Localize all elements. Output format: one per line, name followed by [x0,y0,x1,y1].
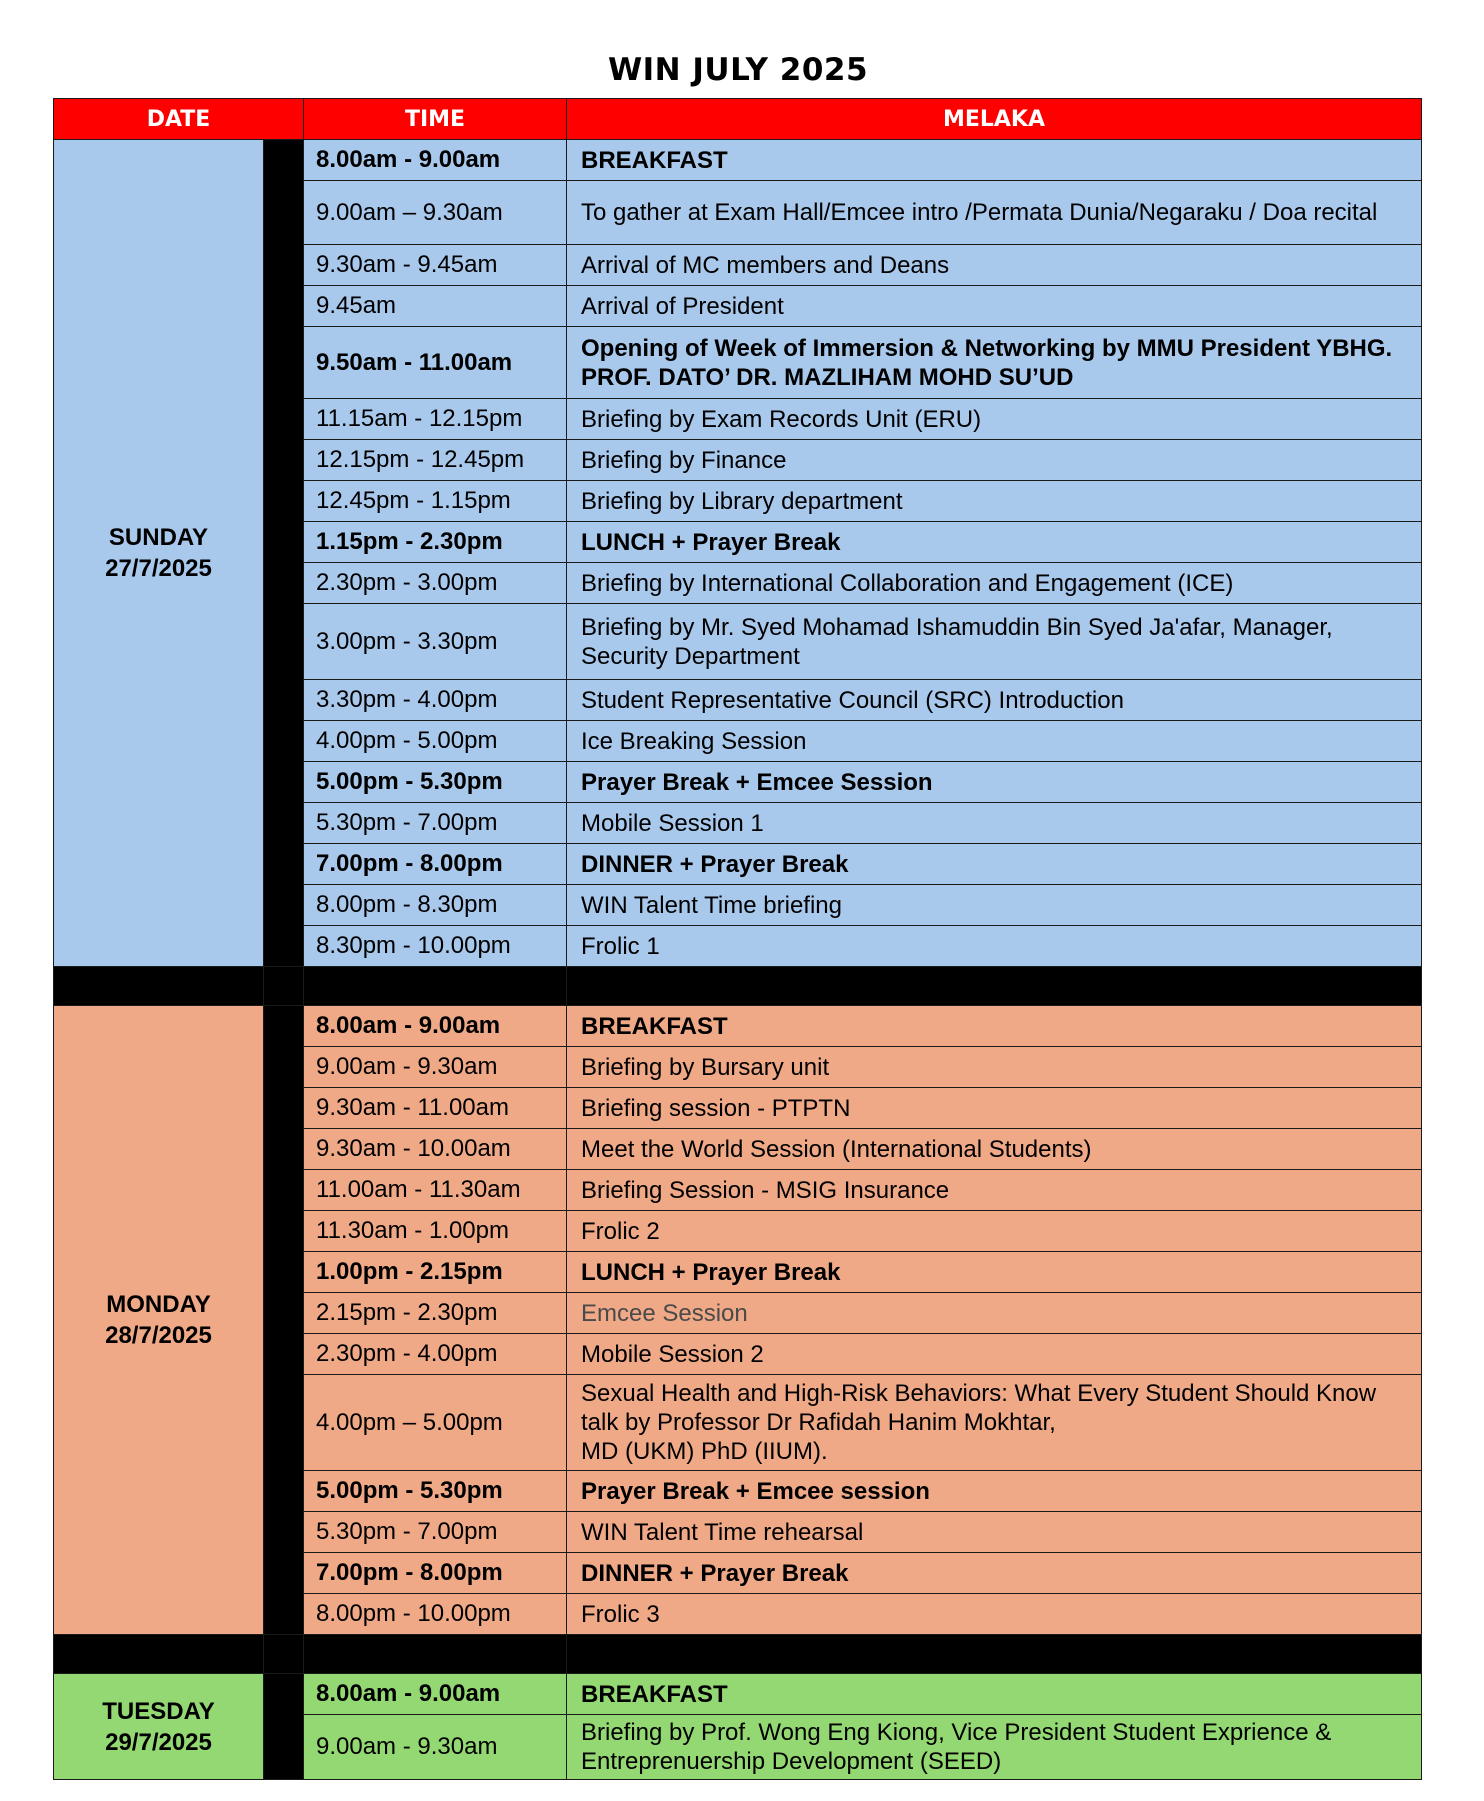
activity-cell [567,1375,1422,1471]
activity-cell [567,1252,1422,1293]
activity-text: LUNCH + Prayer Break [581,1258,841,1286]
activity-cell [567,327,1422,399]
activity-text: Mobile Session 1 [581,809,764,837]
activity-cell [567,245,1422,286]
activity-text: Emcee Session [581,1299,748,1327]
time-cell: 9.00am – 9.30am [304,181,567,245]
activity-cell [567,481,1422,522]
schedule-row [54,1006,1422,1047]
date-cell [54,1674,264,1780]
activity-cell [567,1594,1422,1635]
activity-cell [567,926,1422,967]
day-separator [54,1635,1422,1674]
separator-cell [567,967,1422,1006]
activity-text: Mobile Session 2 [581,1340,764,1368]
schedule-table [53,98,1422,1780]
activity-text: Briefing by Prof. Wong Eng Kiong, Vice President Student Exprience & Entreprenuership Development (SEED) [581,1719,1332,1775]
activity-cell [567,522,1422,563]
day-date: 29/7/2025 [105,1728,212,1756]
activity-text: Ice Breaking Session [581,727,807,755]
activity-cell [567,1471,1422,1512]
time-cell: 9.00am - 9.30am [304,1715,567,1780]
activity-cell [567,1211,1422,1252]
time-cell: 1.15pm - 2.30pm [304,522,567,563]
black-bar [264,1006,304,1635]
time-cell: 8.30pm - 10.00pm [304,926,567,967]
time-cell: 9.00am - 9.30am [304,1047,567,1088]
separator-cell [264,1635,304,1674]
day-name: TUESDAY [102,1697,215,1725]
activity-text: Briefing by Library department [581,487,903,515]
schedule-row [54,140,1422,181]
time-cell: 2.15pm - 2.30pm [304,1293,567,1334]
activity-cell [567,1170,1422,1211]
activity-text: Sexual Health and High-Risk Behaviors: What Every Student Should Know talk by Professor Dr Rafidah Hanim Mokhtar, [581,1380,1377,1436]
activity-cell [567,140,1422,181]
activity-text: Student Representative Council (SRC) Introduction [581,686,1124,714]
activity-text: Meet the World Session (International Students) [581,1135,1092,1163]
activity-cell [567,1129,1422,1170]
activity-cell [567,604,1422,680]
separator-cell [54,1635,264,1674]
time-cell: 8.00pm - 10.00pm [304,1594,567,1635]
time-cell: 9.30am - 11.00am [304,1088,567,1129]
black-bar [264,140,304,967]
activity-text: Arrival of MC members and Deans [581,251,950,279]
activity-text: Briefing by International Collaboration and Engagement (ICE) [581,569,1234,597]
activity-text: BREAKFAST [581,1680,728,1708]
activity-cell [567,680,1422,721]
separator-cell [304,1635,567,1674]
day-separator [54,967,1422,1006]
time-cell: 5.30pm - 7.00pm [304,803,567,844]
activity-cell [567,181,1422,245]
activity-text: WIN Talent Time briefing [581,891,842,919]
activity-cell [567,885,1422,926]
time-cell: 3.00pm - 3.30pm [304,604,567,680]
activity-cell [567,721,1422,762]
time-cell: 4.00pm - 5.00pm [304,721,567,762]
header-row [54,99,1422,140]
time-cell: 8.00am - 9.00am [304,1674,567,1715]
separator-cell [304,967,567,1006]
day-date: 27/7/2025 [105,555,212,582]
activity-text: BREAKFAST [581,146,728,174]
time-cell: 2.30pm - 4.00pm [304,1334,567,1375]
time-cell: 1.00pm - 2.15pm [304,1252,567,1293]
time-cell: 9.30am - 9.45am [304,245,567,286]
time-cell: 7.00pm - 8.00pm [304,1553,567,1594]
activity-text: Prayer Break + Emcee session [581,1477,930,1505]
day-date: 28/7/2025 [105,1322,212,1349]
document-title: WIN JULY 2025 [607,52,869,88]
activity-text: Frolic 1 [581,932,660,960]
activity-text: BREAKFAST [581,1012,728,1040]
schedule-body [54,140,1422,1780]
activity-text-line2: MD (UKM) PhD (IIUM). [581,1438,828,1465]
time-cell: 8.00am - 9.00am [304,140,567,181]
time-cell: 8.00pm - 8.30pm [304,885,567,926]
separator-cell [264,967,304,1006]
activity-text: WIN Talent Time rehearsal [581,1518,864,1546]
separator-cell [54,967,264,1006]
day-name: MONDAY [106,1291,211,1318]
activity-text: DINNER + Prayer Break [581,1559,849,1587]
activity-cell [567,1715,1422,1780]
activity-cell [567,1674,1422,1715]
time-cell: 2.30pm - 3.00pm [304,563,567,604]
time-cell: 11.30am - 1.00pm [304,1211,567,1252]
activity-cell [567,563,1422,604]
time-cell: 5.00pm - 5.30pm [304,1471,567,1512]
time-cell: 12.45pm - 1.15pm [304,481,567,522]
activity-cell [567,399,1422,440]
time-cell: 9.45am [304,286,567,327]
activity-text: Opening of Week of Immersion & Networking by MMU President YBHG. PROF. DATO’ DR. MAZLIHAM MOHD SU’UD [581,334,1393,391]
activity-cell [567,1006,1422,1047]
activity-text: Briefing by Finance [581,446,787,474]
activity-text: Arrival of President [581,292,784,320]
activity-text: Prayer Break + Emcee Session [581,768,933,796]
time-cell: 5.00pm - 5.30pm [304,762,567,803]
activity-text: Briefing by Bursary unit [581,1053,830,1081]
activity-text: Frolic 3 [581,1600,660,1628]
activity-text: Briefing by Exam Records Unit (ERU) [581,405,982,433]
activity-cell [567,1512,1422,1553]
activity-cell [567,1553,1422,1594]
header-date: DATE [54,99,304,140]
separator-cell [567,1635,1422,1674]
time-cell: 9.30am - 10.00am [304,1129,567,1170]
activity-cell [567,1088,1422,1129]
black-bar [264,1674,304,1780]
activity-cell [567,286,1422,327]
time-cell: 3.30pm - 4.00pm [304,680,567,721]
activity-text: DINNER + Prayer Break [581,850,849,878]
activity-cell [567,1047,1422,1088]
activity-cell [567,844,1422,885]
activity-text: Briefing by Mr. Syed Mohamad Ishamuddin Bin Syed Ja'afar, Manager, Security Department [581,613,1333,670]
time-cell: 5.30pm - 7.00pm [304,1512,567,1553]
schedule-row [54,1674,1422,1715]
activity-text: Briefing session - PTPTN [581,1094,851,1122]
activity-cell [567,762,1422,803]
activity-text: LUNCH + Prayer Break [581,528,841,556]
time-cell: 4.00pm – 5.00pm [304,1375,567,1471]
activity-text: Briefing Session - MSIG Insurance [581,1176,950,1204]
day-name: SUNDAY [108,524,209,551]
time-cell: 11.15am - 12.15pm [304,399,567,440]
time-cell: 8.00am - 9.00am [304,1006,567,1047]
date-cell [54,140,264,967]
activity-cell [567,803,1422,844]
header-location: MELAKA [567,99,1422,140]
activity-text: To gather at Exam Hall/Emcee intro /Permata Dunia/Negaraku / Doa recital [581,199,1378,226]
time-cell: 12.15pm - 12.45pm [304,440,567,481]
time-cell: 11.00am - 11.30am [304,1170,567,1211]
time-cell: 7.00pm - 8.00pm [304,844,567,885]
date-cell [54,1006,264,1635]
time-cell: 9.50am - 11.00am [304,327,567,399]
activity-text: Frolic 2 [581,1217,660,1245]
header-time: TIME [304,99,567,140]
activity-cell [567,1334,1422,1375]
activity-cell [567,440,1422,481]
activity-cell [567,1293,1422,1334]
